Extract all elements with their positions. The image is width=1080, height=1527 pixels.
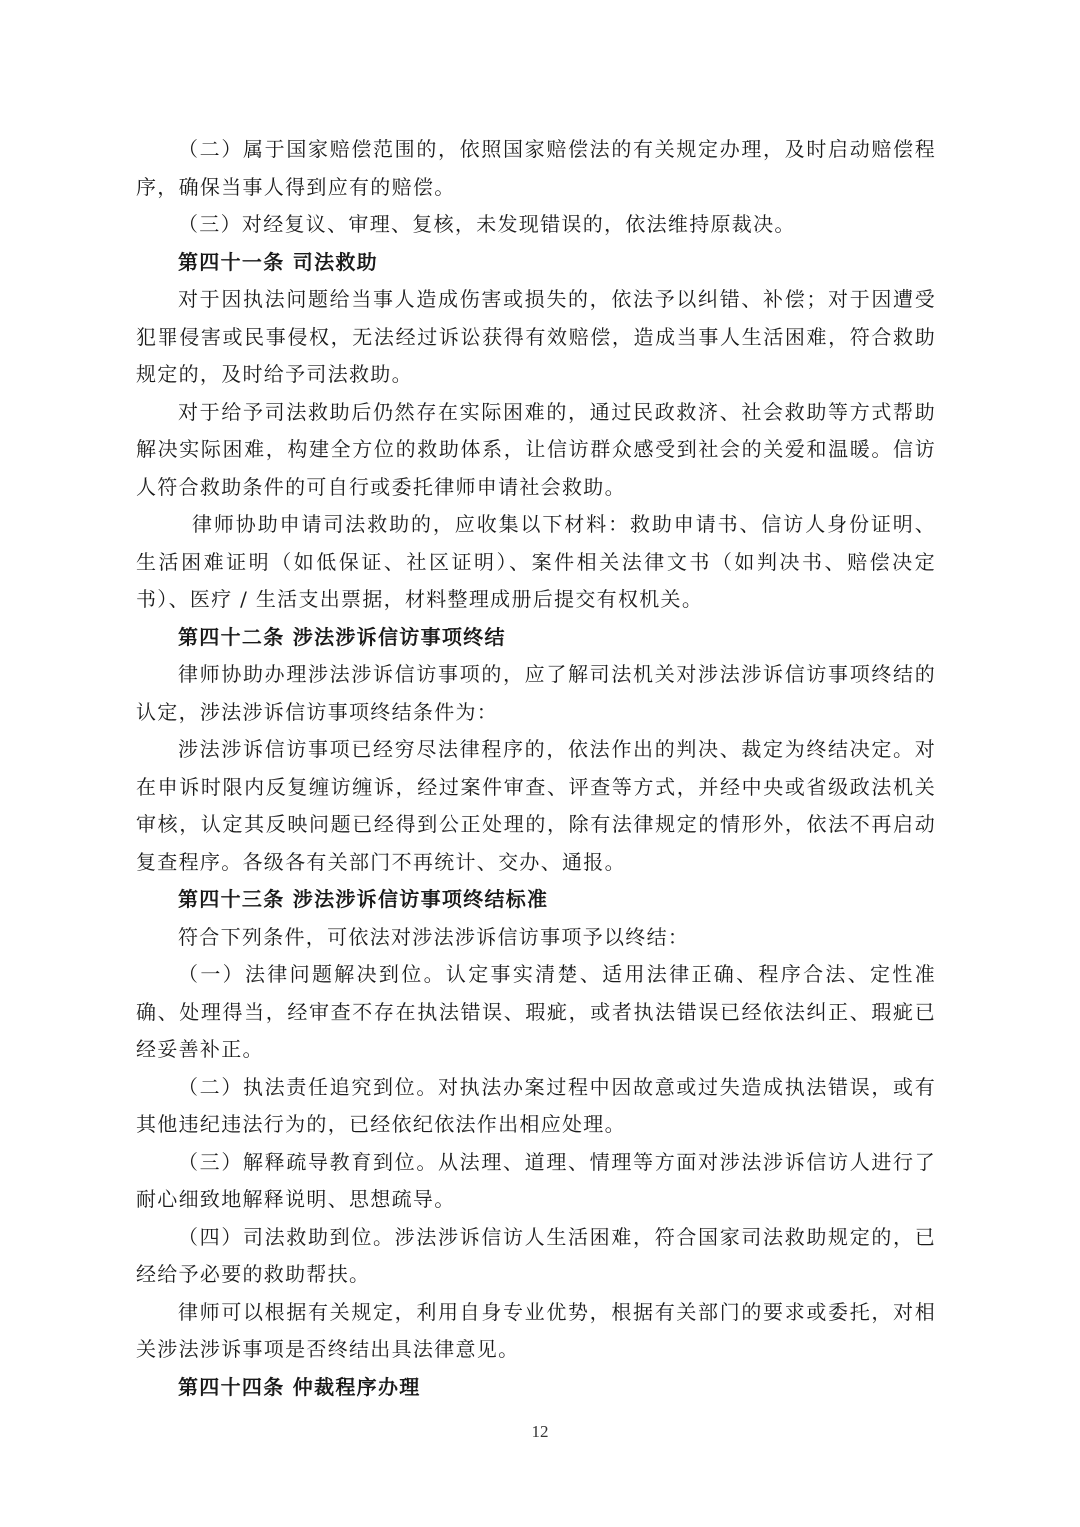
- paragraph-criterion-legal: （一）法律问题解决到位。认定事实清楚、适用法律正确、程序合法、定性准确、处理得当，经审查不存在执法错误、瑕疵，或者执法错误已经依法纠正、瑕疵已经妥善补正。: [136, 962, 936, 1061]
- paragraph-maintain-ruling: （三）对经复议、审理、复核，未发现错误的，依法维持原裁决。: [178, 212, 796, 236]
- paragraph-termination-recognition: 律师协助办理涉法涉诉信访事项的，应了解司法机关对涉法涉诉信访事项终结的认定，涉法涉诉信访事项终结条件为：: [136, 662, 936, 724]
- article-44-heading: 第四十四条 仲裁程序办理: [178, 1374, 421, 1399]
- paragraph-criterion-explanation: （三）解释疏导教育到位。从法理、道理、情理等方面对涉法涉诉信访人进行了耐心细致地解释说明、思想疏导。: [136, 1149, 936, 1211]
- article-41-heading: 第四十一条 司法救助: [178, 249, 378, 274]
- paragraph-criterion-aid: （四）司法救助到位。涉法涉诉信访人生活困难，符合国家司法救助规定的，已经给予必要的救助帮扶。: [136, 1224, 936, 1286]
- paragraph-termination-conditions: 涉法涉诉信访事项已经穷尽法律程序的，依法作出的判决、裁定为终结决定。对在申诉时限内反复缠访缠诉，经过案件审查、评查等方式，并经中央或省级政法机关审核，认定其反映问题已经得到公正处理的，除有法律规定的情形外，依法不再启动复查程序。各级各有关部门不再统计、交办、通报。: [136, 737, 936, 874]
- paragraph-aid-materials: 律师协助申请司法救助的，应收集以下材料：救助申请书、信访人身份证明、生活困难证明（如低保证、社区证明）、案件相关法律文书（如判决书、赔偿决定书）、医疗 / 生活支出票据，材料整理成册后提交有权机关。: [136, 512, 936, 611]
- paragraph-social-aid: 对于给予司法救助后仍然存在实际困难的，通过民政救济、社会救助等方式帮助解决实际困难，构建全方位的救助体系，让信访群众感受到社会的关爱和温暖。信访人符合救助条件的可自行或委托律师申请社会救助。: [136, 399, 936, 499]
- paragraph-judicial-aid: 对于因执法问题给当事人造成伤害或损失的，依法予以纠错、补偿；对于因遭受犯罪侵害或民事侵权，无法经过诉讼获得有效赔偿，造成当事人生活困难，符合救助规定的，及时给予司法救助。: [136, 287, 936, 386]
- document-body: [136, 131, 936, 1406]
- paragraph-criterion-accountability: （二）执法责任追究到位。对执法办案过程中因故意或过失造成执法错误，或有其他违纪违法行为的，已经依纪依法作出相应处理。: [136, 1074, 936, 1136]
- paragraph-compensation-scope: （二）属于国家赔偿范围的，依照国家赔偿法的有关规定办理，及时启动赔偿程序，确保当事人得到应有的赔偿。: [136, 137, 936, 199]
- article-43-heading: 第四十三条 涉法涉诉信访事项终结标准: [178, 887, 549, 911]
- paragraph-lawyer-opinion: 律师可以根据有关规定，利用自身专业优势，根据有关部门的要求或委托，对相关涉法涉诉事项是否终结出具法律意见。: [136, 1299, 936, 1361]
- page-number: 12: [531, 1422, 549, 1441]
- article-42-heading: 第四十二条 涉法涉诉信访事项终结: [178, 624, 506, 649]
- paragraph-termination-criteria-intro: 符合下列条件，可依法对涉法涉诉信访事项予以终结：: [178, 924, 690, 949]
